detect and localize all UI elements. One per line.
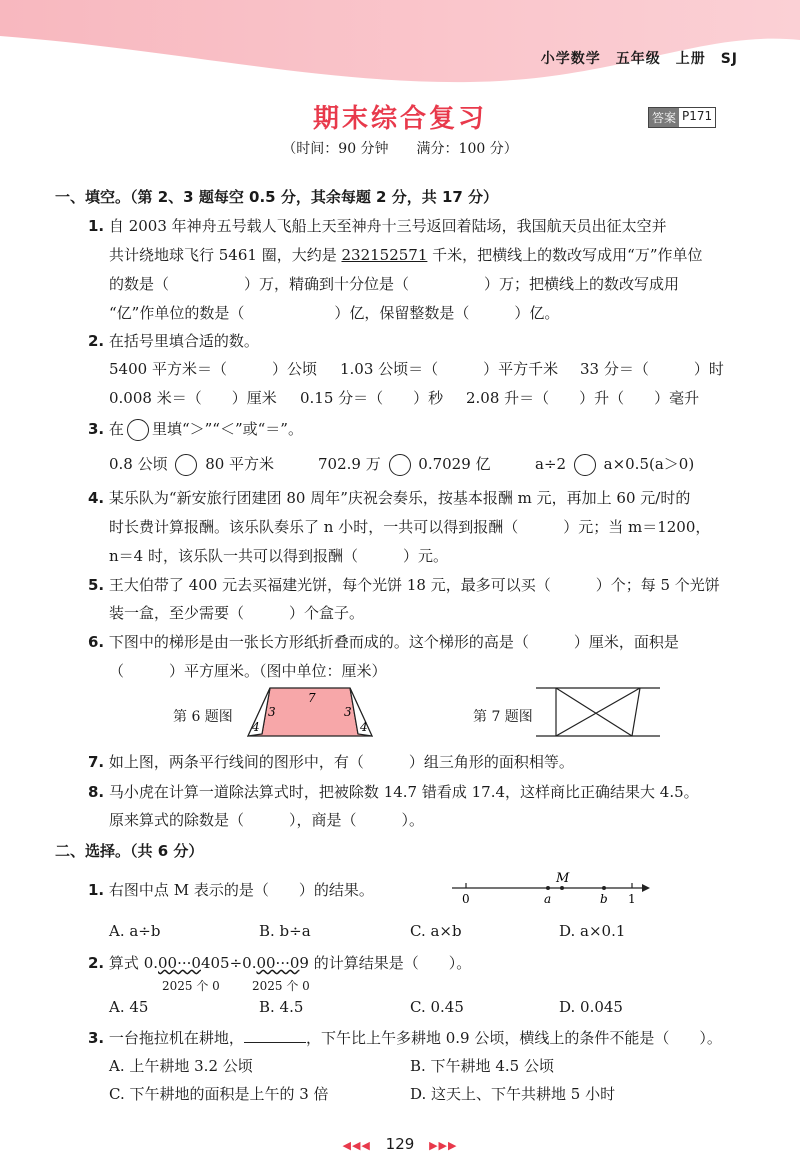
- q2-r2c: 2.08 升＝（ ）升（ ）毫升: [466, 389, 700, 407]
- answer-reference: [648, 107, 716, 128]
- q4-line1: [88, 487, 690, 508]
- q1-underlined-number: 232152571: [341, 246, 428, 264]
- s2q3-option-c[interactable]: C. 下午耕地的面积是上午的 3 倍: [109, 1085, 329, 1103]
- s2q1-number: 1.: [88, 881, 105, 899]
- q7-text1: 如上图，两条平行线间的图形中，有（ ）组三角形的面积相等。: [108, 753, 574, 771]
- fig7-parallel-lines-diagram: [536, 686, 660, 738]
- point-M: [560, 886, 564, 890]
- q8-line2: 原来算式的除数是（ ），商是（ ）。: [109, 811, 425, 829]
- q3-compare2: [318, 453, 491, 476]
- s2q3-text-b: ，下午比上午多耕地 0.9 公顷，横线上的条件不能是（ ）。: [305, 1029, 722, 1047]
- s2q1-option-b[interactable]: B. b÷a: [259, 922, 311, 940]
- q5-number: 5.: [88, 576, 105, 594]
- s2q2-note2: 2025 个 0: [252, 979, 310, 993]
- q6-number: 6.: [88, 633, 105, 651]
- s2q3-line1: [88, 1027, 722, 1048]
- s2q3-number: 3.: [88, 1029, 105, 1047]
- q3-c1b: 80 平方米: [205, 455, 275, 473]
- section2-heading: 二、选择。（共 6 分）: [55, 842, 204, 860]
- next-arrows-icon: ▶▶▶: [429, 1139, 458, 1152]
- q5-line2: 装一盒，至少需要（ ）个盒子。: [109, 604, 365, 622]
- q4-line2: 时长费计算报酬。该乐队奏乐了 n 小时，一共可以得到报酬（ ）元；当 m＝1200，: [109, 518, 711, 536]
- fig7-label: 第 7 题图: [473, 709, 533, 725]
- q3-c2b: 0.7029 亿: [418, 455, 491, 473]
- q6-line2: （ ）平方厘米。（图中单位：厘米）: [109, 662, 387, 680]
- q5-line1: [88, 574, 720, 595]
- q1-number: 1.: [88, 217, 105, 235]
- prev-arrows-icon: ◀◀◀: [342, 1139, 371, 1152]
- s2q2-option-b[interactable]: B. 4.5: [259, 998, 304, 1016]
- s2q1-text: 右图中点 M 表示的是（ ）的结果。: [108, 881, 374, 899]
- header-band: [0, 0, 800, 90]
- answer-page: P171: [682, 109, 713, 123]
- answer-circle[interactable]: [389, 454, 411, 476]
- q1-line2: [109, 244, 703, 265]
- q2-line1: [88, 330, 259, 351]
- s2q2-option-a[interactable]: A. 45: [109, 998, 149, 1016]
- s2q2-zeros-1: 00···0: [158, 954, 201, 972]
- q2-r1a: 5400 平方米＝（ ）公顷: [109, 360, 317, 378]
- q7-number: 7.: [88, 753, 105, 771]
- s2q3-option-a[interactable]: A. 上午耕地 3.2 公顷: [109, 1057, 253, 1075]
- s2q2-note1: 2025 个 0: [162, 979, 220, 993]
- q2-text: 在括号里填合适的数。: [108, 332, 259, 350]
- s2q1-option-c[interactable]: C. a×b: [410, 922, 462, 940]
- q1-line4: “亿”作单位的数是（ ）亿，保留整数是（ ）亿。: [109, 304, 560, 322]
- answer-label: 答案: [649, 108, 679, 127]
- q2-number: 2.: [88, 332, 105, 350]
- q2-r1c: 33 分＝（ ）时: [580, 360, 724, 378]
- q6-text1: 下图中的梯形是由一张长方形纸折叠而成的。这个梯形的高是（ ）厘米，面积是: [108, 633, 679, 651]
- fig6-label-7: 7: [308, 691, 316, 705]
- q2-r2b: 0.15 分＝（ ）秒: [300, 389, 444, 407]
- q3-compare1: [109, 453, 274, 476]
- q3-c3a: a÷2: [535, 455, 567, 473]
- q3-c2a: 702.9 万: [318, 455, 381, 473]
- q3-c3b: a×0.5(a＞0): [603, 455, 695, 473]
- q1-line1: [88, 215, 667, 236]
- page-number: 129: [385, 1135, 415, 1153]
- q2-r1b: 1.03 公顷＝（ ）平方千米: [340, 360, 559, 378]
- nl-label-1: 1: [628, 892, 636, 906]
- s2q1-option-d[interactable]: D. a×0.1: [559, 922, 626, 940]
- answer-circle[interactable]: [175, 454, 197, 476]
- s2q2-line1: [88, 952, 471, 973]
- s2q2-text-a: 算式 0.: [108, 954, 159, 972]
- q3-c1a: 0.8 公顷: [109, 455, 168, 473]
- point-b: [602, 886, 606, 890]
- q1-text2a: 共计绕地球飞行 5461 圈，大约是: [109, 246, 342, 264]
- s2q3-option-d[interactable]: D. 这天上、下午共耕地 5 小时: [410, 1085, 616, 1103]
- fig6-label-4b: 4: [360, 720, 368, 734]
- fig6-label-3a: 3: [268, 705, 276, 719]
- q3-compare3: [535, 453, 694, 476]
- q5-text1: 王大伯带了 400 元去买福建光饼，每个光饼 18 元，最多可以买（ ）个；每 5 个光饼: [108, 576, 720, 594]
- q8-number: 8.: [88, 783, 105, 801]
- subject-label: 小学数学 五年级 上册 SJ: [540, 51, 738, 67]
- compare-circle-icon: [127, 419, 149, 441]
- fig6-trapezoid-diagram: [240, 686, 400, 738]
- q1-text1: 自 2003 年神舟五号载人飞船上天至神舟十三号返回着陆场，我国航天员出征太空并: [108, 217, 667, 235]
- s2q2-option-c[interactable]: C. 0.45: [410, 998, 464, 1016]
- s2q3-text-a: 一台拖拉机在耕地，: [108, 1029, 244, 1047]
- nl-label-0: 0: [462, 892, 470, 906]
- q3-text-a: 在: [108, 420, 124, 438]
- page-title: 期末综合复习: [312, 104, 487, 134]
- q6-line1: [88, 631, 679, 652]
- nl-label-b: b: [600, 892, 608, 906]
- nl-label-M: M: [556, 871, 570, 886]
- fig6-label-4a: 4: [252, 720, 260, 734]
- s2q3-blank: [244, 1028, 306, 1043]
- q3-text-b: 里填“＞”“＜”或“＝”。: [151, 420, 303, 438]
- exam-info: （时间：90 分钟 满分：100 分）: [282, 141, 518, 157]
- s2q2-zeros-2: 00···0: [256, 954, 300, 972]
- answer-circle[interactable]: [574, 454, 596, 476]
- nl-label-a: a: [544, 892, 552, 906]
- s2q2-text-e: 9 的计算结果是（ ）。: [299, 954, 472, 972]
- s2q3-option-b[interactable]: B. 下午耕地 4.5 公顷: [410, 1057, 554, 1075]
- q2-r2a: 0.008 米＝（ ）厘米: [109, 389, 277, 407]
- q8-line1: [88, 781, 699, 802]
- q3-line1: [88, 418, 303, 441]
- q1-text2b: 千米，把横线上的数改写成用“万”作单位: [427, 246, 703, 264]
- section1-heading: 一、填空。（第 2、3 题每空 0.5 分，其余每题 2 分，共 17 分）: [55, 188, 499, 206]
- q7-line1: [88, 751, 574, 772]
- q4-number: 4.: [88, 489, 105, 507]
- page-footer: [0, 1135, 800, 1153]
- s2q1-line1: [88, 879, 374, 900]
- s2q2-number: 2.: [88, 954, 105, 972]
- q3-number: 3.: [88, 420, 105, 438]
- q4-text1: 某乐队为“新安旅行团建团 80 周年”庆祝会奏乐，按基本报酬 m 元，再加上 60 元/时的: [108, 489, 691, 507]
- q8-text1: 马小虎在计算一道除法算式时，把被除数 14.7 错看成 17.4，这样商比正确结果大 4.5。: [108, 783, 699, 801]
- s2q2-text-c: 405÷0.: [200, 954, 257, 972]
- point-a: [546, 886, 550, 890]
- q4-line3: n＝4 时，该乐队一共可以得到报酬（ ）元。: [109, 547, 448, 565]
- fig6-label: 第 6 题图: [173, 709, 233, 725]
- q1-line3: 的数是（ ）万，精确到十分位是（ ）万；把横线上的数改写成用: [109, 275, 680, 293]
- fig6-label-3b: 3: [344, 705, 352, 719]
- s2q2-option-d[interactable]: D. 0.045: [559, 998, 623, 1016]
- s2q1-option-a[interactable]: A. a÷b: [109, 922, 161, 940]
- number-line-diagram: [448, 868, 652, 908]
